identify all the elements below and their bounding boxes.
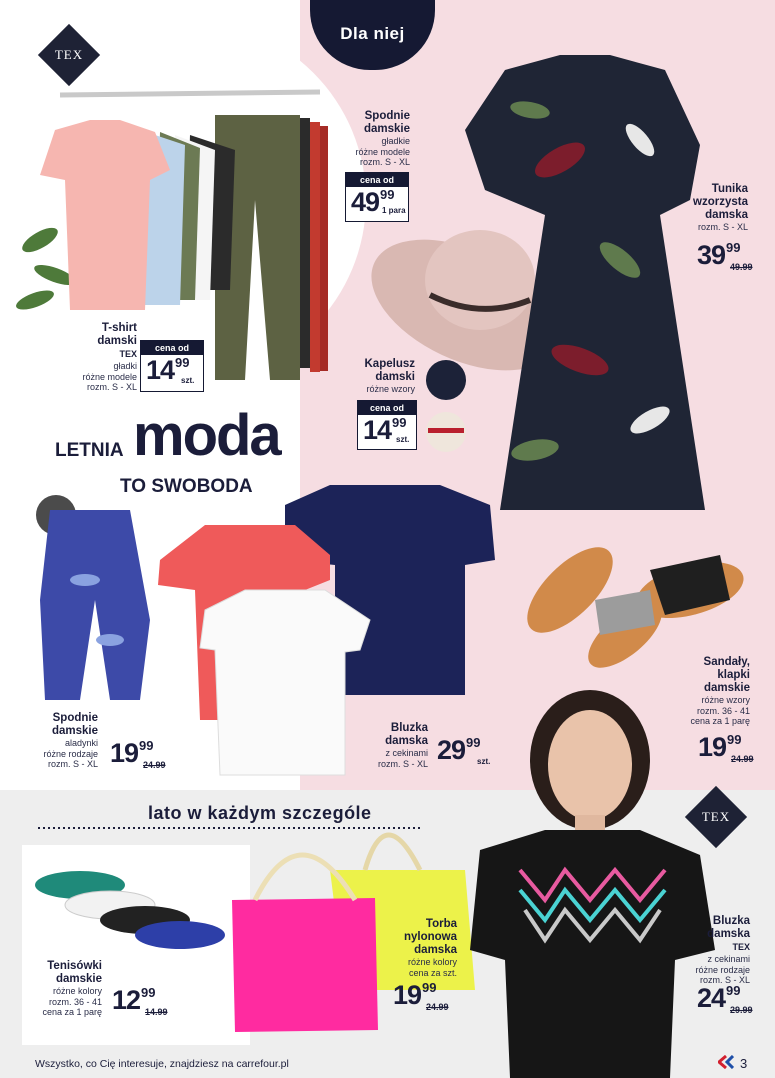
clothes-rack-rod	[60, 92, 320, 95]
price-cents: 99	[139, 738, 154, 753]
product-name: damskie	[703, 682, 750, 694]
product-torba	[385, 918, 457, 978]
product-name: damska	[385, 735, 428, 747]
product-name: damskie	[363, 123, 410, 135]
tshirts-image	[40, 120, 235, 310]
page-number: 3	[740, 1056, 748, 1071]
price-cents: 99	[380, 187, 395, 202]
price-label: cena od	[358, 401, 416, 415]
price-main: 19	[698, 732, 727, 762]
product-desc: różne rodzaje	[695, 964, 750, 975]
old-price: 14.99	[145, 1007, 168, 1017]
product-desc: gładki	[113, 361, 137, 371]
price-unit: szt.	[477, 757, 491, 766]
price-main: 29	[437, 735, 466, 765]
price-unit: 1 para	[382, 206, 406, 215]
woman-model-image	[470, 690, 715, 1078]
product-brand: TEX	[119, 349, 137, 359]
product-name: T-shirt	[101, 322, 137, 334]
product-desc: rozm. 36 - 41	[696, 705, 750, 716]
price-tag-kapelusz	[357, 400, 417, 450]
product-desc: cena za 1 parę	[42, 1007, 102, 1017]
price-tag-tshirt	[140, 340, 204, 392]
old-price: 24.99	[731, 754, 754, 764]
product-name: damska	[705, 209, 748, 221]
blouses-image	[158, 485, 495, 775]
old-price: 29.99	[730, 1005, 753, 1015]
product-name: damski	[375, 371, 415, 383]
product-name: damski	[97, 335, 137, 347]
price-cents: 99	[466, 735, 481, 750]
product-desc: cena za 1 parę	[690, 716, 750, 726]
product-desc: różne modele	[82, 371, 137, 382]
product-name: Kapelusz	[364, 358, 415, 370]
product-tunika	[660, 183, 748, 233]
product-tenisowki	[22, 960, 102, 1018]
product-name: Spodnie	[364, 110, 410, 122]
old-price: 49.99	[730, 262, 753, 272]
product-desc: gładkie	[381, 136, 410, 146]
price-cents: 99	[392, 415, 407, 430]
price-cents: 99	[726, 983, 741, 998]
footer-text[interactable]: Wszystko, co Cię interesuje, znajdziesz na carrefour.pl	[35, 1058, 289, 1070]
price-main: 12	[112, 985, 141, 1015]
product-name: damskie	[55, 973, 102, 985]
product-desc: różne kolory	[407, 957, 457, 967]
price-label: cena od	[346, 173, 408, 187]
old-price: 24.99	[426, 1002, 449, 1012]
strip-title: lato w każdym szczególe	[148, 803, 372, 823]
product-name: Tunika	[711, 183, 748, 195]
price-tag-spodnie-top	[345, 172, 409, 222]
product-name: nylonowa	[403, 931, 457, 943]
sneakers-image	[35, 871, 225, 949]
price-unit: szt.	[181, 376, 195, 385]
product-name: wzorzysta	[693, 196, 748, 208]
carrefour-logo-icon	[718, 1055, 734, 1074]
price-main: 49	[351, 187, 380, 217]
price-cents: 99	[175, 355, 190, 370]
product-desc: aladynki	[64, 738, 98, 748]
price-main: 14	[146, 355, 175, 385]
product-sandaly	[668, 656, 750, 727]
product-tshirt	[62, 322, 137, 393]
tex-badge-label: TEX	[54, 47, 84, 62]
section-title: Dla niej	[310, 0, 435, 70]
price-unit: szt.	[396, 435, 410, 444]
product-bluzka-cekiny	[360, 722, 428, 769]
price-cents: 99	[422, 980, 437, 995]
product-desc: rozm. S - XL	[86, 382, 137, 392]
product-name: Spodnie	[52, 712, 98, 724]
product-desc: rozm. S - XL	[697, 222, 748, 232]
price-main: 19	[393, 980, 422, 1010]
product-desc: rozm. S - XL	[377, 758, 428, 769]
product-desc: z cekinami	[707, 954, 750, 964]
product-name: damska	[414, 944, 457, 956]
tex-badge-label: TEX	[701, 809, 731, 824]
product-name: Bluzka	[712, 915, 750, 927]
price-main: 19	[110, 738, 139, 768]
product-desc: rozm. S - XL	[359, 157, 410, 167]
product-desc: rozm. S - XL	[47, 759, 98, 769]
price-main: 39	[697, 240, 726, 270]
product-kapelusz	[340, 358, 415, 395]
product-desc: różne modele	[355, 146, 410, 157]
product-desc: różne kolory	[52, 986, 102, 996]
aladdin-pants-image	[40, 510, 150, 700]
product-desc: z cekinami	[385, 748, 428, 758]
product-name: Tenisówki	[47, 960, 102, 972]
product-name: Torba	[425, 918, 457, 930]
product-bluzka-tex	[670, 915, 750, 986]
product-spodnie-top	[320, 110, 410, 168]
product-name: Sandały,	[703, 656, 750, 668]
product-desc: różne wzory	[701, 695, 750, 705]
product-spodnie-aladynki	[20, 712, 98, 770]
headline-letnia: LETNIA	[55, 440, 124, 461]
price-main: 24	[697, 983, 726, 1013]
price-bluzka-cekiny	[437, 735, 481, 766]
old-price: 24.99	[143, 760, 166, 770]
hat-swatch-navy	[426, 360, 466, 400]
product-name: damskie	[51, 725, 98, 737]
product-name: Bluzka	[390, 722, 428, 734]
price-cents: 99	[726, 240, 741, 255]
product-desc: cena za szt.	[408, 967, 457, 978]
product-brand: TEX	[732, 942, 750, 952]
product-desc: różne wzory	[366, 384, 415, 394]
price-cents: 99	[727, 732, 742, 747]
price-cents: 99	[141, 985, 156, 1000]
headline-to-swoboda: TO SWOBODA	[120, 476, 253, 497]
product-desc: różne rodzaje	[43, 748, 98, 759]
product-name: damska	[707, 928, 750, 940]
price-main: 14	[363, 415, 392, 445]
product-desc: rozm. S - XL	[699, 975, 750, 985]
price-label: cena od	[141, 341, 203, 355]
product-name: klapki	[717, 669, 750, 681]
headline-moda: moda	[133, 403, 280, 468]
product-desc: rozm. 36 - 41	[48, 996, 102, 1007]
